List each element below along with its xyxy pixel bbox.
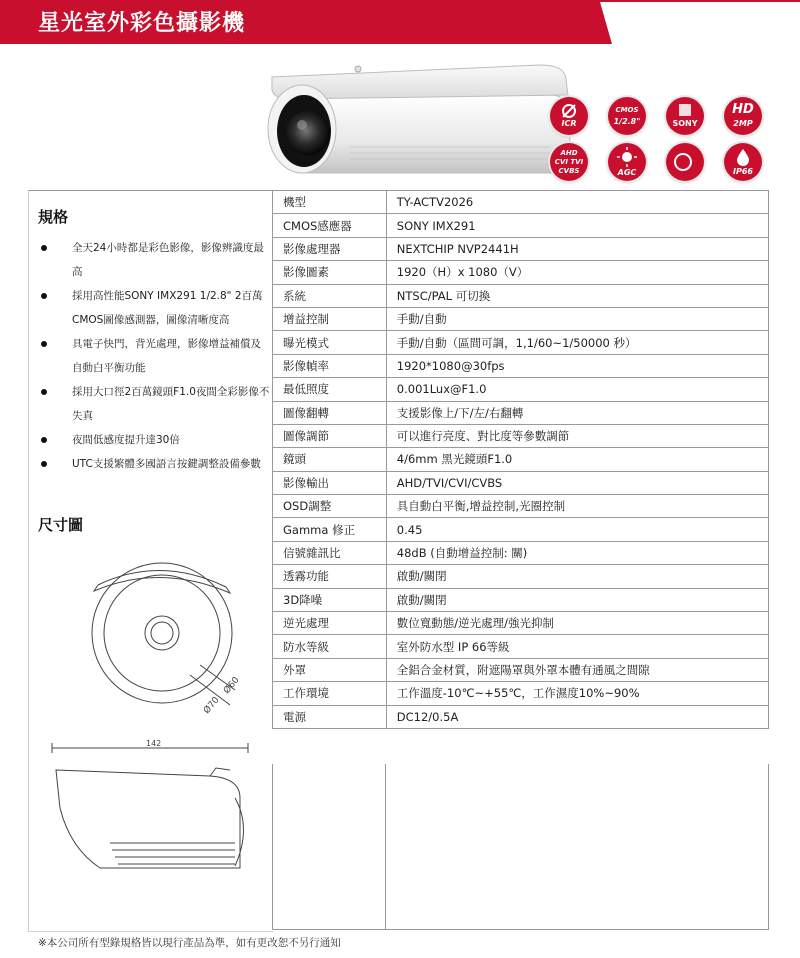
- spec-value: AHD/TVI/CVI/CVBS: [386, 471, 768, 494]
- spec-key: 電源: [273, 705, 387, 728]
- spec-key: 最低照度: [273, 378, 387, 401]
- table-row: [273, 331, 769, 354]
- table-row: [273, 191, 769, 214]
- table-row: [273, 471, 769, 494]
- day-night-badge: [666, 143, 704, 181]
- table-row: [273, 284, 769, 307]
- chip-icon: [666, 102, 704, 118]
- table-empty-area: [272, 764, 769, 930]
- diameter-60-label: Ø60: [222, 675, 242, 696]
- feature-item: 具電子快門，背光處理，影像增益補償及自動白平衡功能: [38, 332, 270, 380]
- spec-value: 啟動/關閉: [386, 565, 768, 588]
- spec-value: 工作溫度-10℃~+55℃，工作濕度10%~90%: [386, 682, 768, 705]
- table-row: [273, 401, 769, 424]
- spec-value: 可以進行亮度、對比度等參數調節: [386, 424, 768, 447]
- table-row: [273, 518, 769, 541]
- spec-value: SONY IMX291: [386, 214, 768, 237]
- spec-key: 影像輸出: [273, 471, 387, 494]
- spec-value: 手動/自動: [386, 307, 768, 330]
- header-banner: [0, 0, 800, 44]
- spec-key: 曝光模式: [273, 331, 387, 354]
- spec-value: 1920（H）x 1080（V）: [386, 261, 768, 284]
- water-drop-icon: [724, 146, 762, 166]
- table-row: [273, 261, 769, 284]
- table-row: [273, 495, 769, 518]
- spec-key: 圖像翻轉: [273, 401, 387, 424]
- spec-key: OSD調整: [273, 495, 387, 518]
- table-row: [273, 612, 769, 635]
- spec-key: 影像幀率: [273, 354, 387, 377]
- page-title: 星光室外彩色攝影機: [38, 11, 246, 36]
- ir-cut-icon: [550, 101, 588, 121]
- spec-value: 數位寬動態/逆光處理/強光抑制: [386, 612, 768, 635]
- table-row: [273, 378, 769, 401]
- front-view-drawing: [40, 545, 270, 735]
- spec-value: 48dB (自動增益控制: 關): [386, 541, 768, 564]
- spec-key: 影像處理器: [273, 237, 387, 260]
- diameter-70-label: Ø70: [202, 695, 222, 716]
- table-row: [273, 588, 769, 611]
- spec-key: 機型: [273, 191, 387, 214]
- table-row: [273, 682, 769, 705]
- feature-item: 採用大口徑2百萬鏡頭F1.0夜間全彩影像不失真: [38, 380, 270, 428]
- spec-key: 防水等級: [273, 635, 387, 658]
- spec-value: 0.001Lux@F1.0: [386, 378, 768, 401]
- sony-badge: SONY: [666, 97, 704, 135]
- spec-value: 具自動白平衡,增益控制,光圈控制: [386, 495, 768, 518]
- spec-table: [272, 190, 769, 729]
- spec-key: 圖像調節: [273, 424, 387, 447]
- spec-key: 工作環境: [273, 682, 387, 705]
- table-row: [273, 565, 769, 588]
- spec-value: 1920*1080@30fps: [386, 354, 768, 377]
- ahd-badge: AHD CVI TVI CVBS: [550, 143, 588, 181]
- table-row: [273, 705, 769, 728]
- spec-value: TY-ACTV2026: [386, 191, 768, 214]
- feature-item: 採用高性能SONY IMX291 1/2.8" 2百萬CMOS圖像感測器，圖像清晰度高: [38, 284, 270, 332]
- table-row: [273, 214, 769, 237]
- spec-key: 信號雜訊比: [273, 541, 387, 564]
- spec-key: 增益控制: [273, 307, 387, 330]
- table-row: [273, 541, 769, 564]
- feature-item: UTC支援繁體多國語言按鍵調整設備參數: [38, 452, 270, 476]
- spec-value: NEXTCHIP NVP2441H: [386, 237, 768, 260]
- icr-badge: ICR: [550, 97, 588, 135]
- spec-value: 0.45: [386, 518, 768, 541]
- table-row: [273, 658, 769, 681]
- spec-heading: 規格: [38, 208, 69, 226]
- spec-value: 啟動/關閉: [386, 588, 768, 611]
- spec-value: 支援影像上/下/左/右翻轉: [386, 401, 768, 424]
- side-view-drawing: [40, 738, 270, 883]
- spec-key: Gamma 修正: [273, 518, 387, 541]
- sun-icon: [608, 145, 646, 167]
- feature-badges: [546, 93, 776, 183]
- table-column-divider: [385, 764, 386, 930]
- spec-key: 逆光處理: [273, 612, 387, 635]
- spec-key: 系統: [273, 284, 387, 307]
- feature-list: [38, 236, 270, 476]
- spec-key: 外罩: [273, 658, 387, 681]
- table-row: [273, 354, 769, 377]
- table-row: [273, 448, 769, 471]
- spec-value: 4/6mm 黑光鏡頭F1.0: [386, 448, 768, 471]
- spec-value: 手動/自動（區間可調，1,1/60~1/50000 秒）: [386, 331, 768, 354]
- ip66-badge: IP66: [724, 143, 762, 181]
- table-row: [273, 635, 769, 658]
- spec-key: 鏡頭: [273, 448, 387, 471]
- day-night-icon: [666, 143, 704, 181]
- agc-badge: AGC: [608, 143, 646, 181]
- table-row: [273, 307, 769, 330]
- table-row: [273, 424, 769, 447]
- spec-key: 透霧功能: [273, 565, 387, 588]
- feature-item: 全天24小時都是彩色影像，影像辨識度最高: [38, 236, 270, 284]
- spec-table-body: [273, 191, 769, 729]
- feature-item: 夜間低感度提升達30倍: [38, 428, 270, 452]
- dimension-heading: 尺寸圖: [38, 516, 84, 534]
- spec-value: 室外防水型 IP 66等級: [386, 635, 768, 658]
- table-row: [273, 237, 769, 260]
- spec-key: 影像圖素: [273, 261, 387, 284]
- spec-key: 3D降噪: [273, 588, 387, 611]
- spec-value: 全鋁合金材質，附遮陽罩與外罩本體有通風之間隙: [386, 658, 768, 681]
- footnote: ※本公司所有型錄規格皆以現行產品為準，如有更改恕不另行通知: [38, 937, 341, 949]
- spec-value: NTSC/PAL 可切換: [386, 284, 768, 307]
- length-label: 142: [146, 739, 162, 748]
- cmos-badge: CMOS 1/2.8": [608, 97, 646, 135]
- spec-key: CMOS感應器: [273, 214, 387, 237]
- hd-badge: HD 2MP: [724, 97, 762, 135]
- spec-value: DC12/0.5A: [386, 705, 768, 728]
